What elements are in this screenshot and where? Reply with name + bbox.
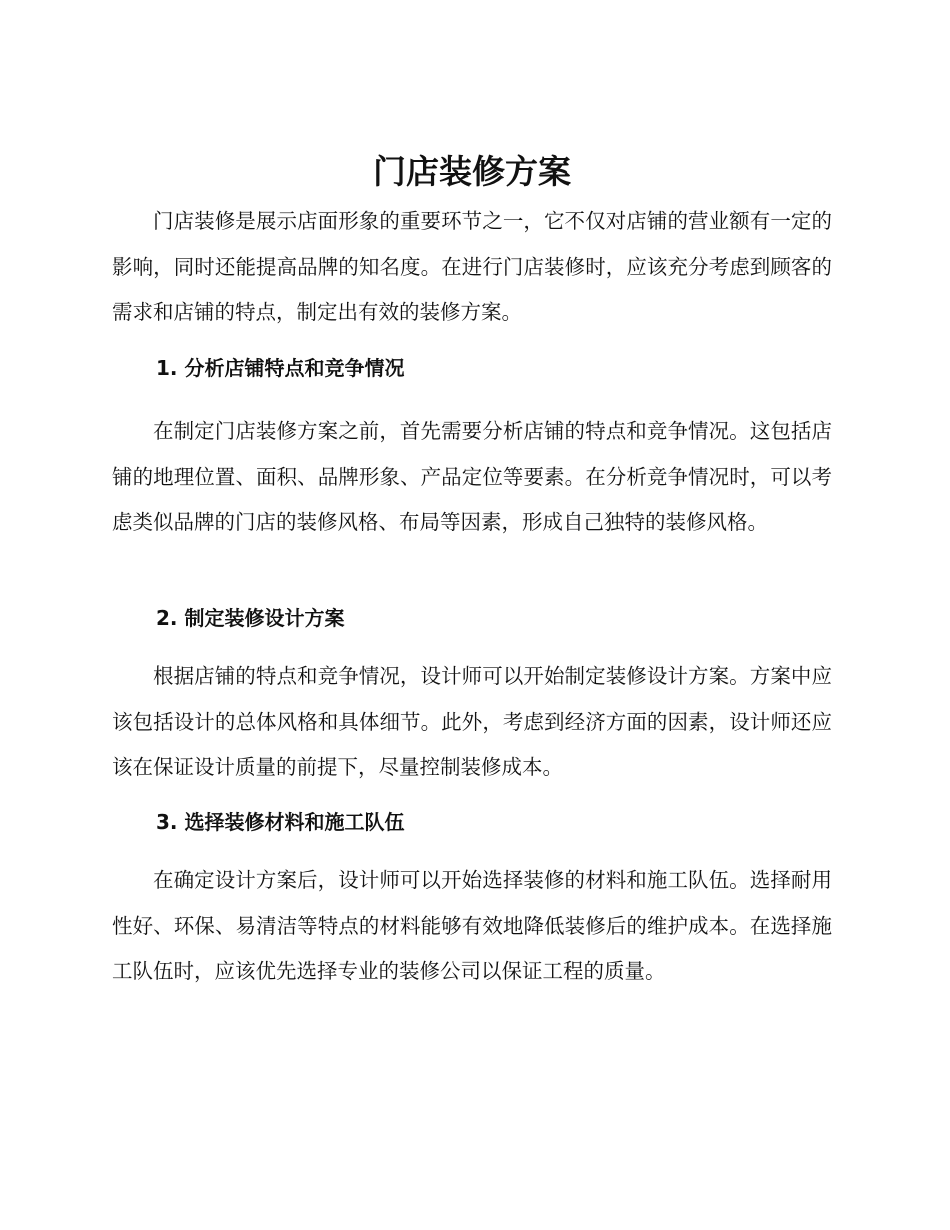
section-body-3: 在确定设计方案后，设计师可以开始选择装修的材料和施工队伍。选择耐用性好、环保、易清洁等特点的材料能够有效地降低装修后的维护成本。在选择施工队伍时，应该优先选择专业的装修公司以保证工程的质量。 (112, 868, 832, 983)
section-heading-2: 2. 制定装修设计方案 (156, 606, 345, 630)
section-body-2: 根据店铺的特点和竞争情况，设计师可以开始制定装修设计方案。方案中应该包括设计的总体风格和具体细节。此外，考虑到经济方面的因素，设计师还应该在保证设计质量的前提下，尽量控制装修成本。 (112, 664, 832, 779)
intro-paragraph: 门店装修是展示店面形象的重要环节之一，它不仅对店铺的营业额有一定的影响，同时还能提高品牌的知名度。在进行门店装修时，应该充分考虑到顾客的需求和店铺的特点，制定出有效的装修方案。 (112, 209, 832, 324)
section-heading-3: 3. 选择装修材料和施工队伍 (156, 810, 405, 834)
section-body-1: 在制定门店装修方案之前，首先需要分析店铺的特点和竞争情况。这包括店铺的地理位置、面积、品牌形象、产品定位等要素。在分析竞争情况时，可以考虑类似品牌的门店的装修风格、布局等因素，形成自己独特的装修风格。 (112, 419, 832, 534)
section-heading-1: 1. 分析店铺特点和竞争情况 (156, 356, 405, 380)
document-title: 门店装修方案 (373, 152, 571, 191)
